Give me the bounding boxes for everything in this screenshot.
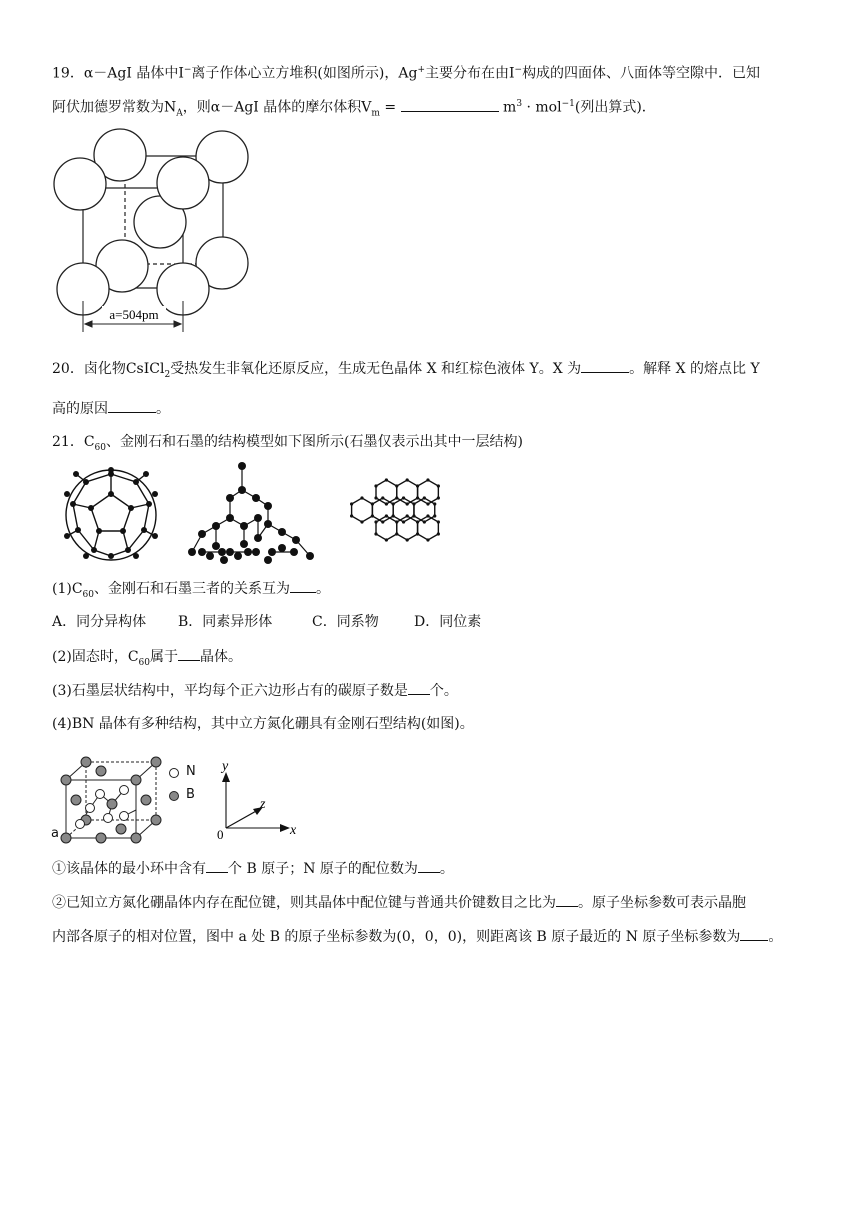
carbon-atom [350,502,353,505]
carbon-atom [374,484,377,487]
bn-unit-cell-figure [50,752,164,844]
question-number: 20． [52,361,84,377]
carbon-atom [360,496,363,499]
carbon-atom [385,502,388,505]
carbon-atom [437,532,440,535]
carbon-atom [426,502,429,505]
carbon-atom [426,538,429,541]
diamond-structure-figure [182,460,322,566]
carbon-atom [385,514,388,517]
carbon-atom [426,478,429,481]
carbon-atom [406,478,409,481]
carbon-atom [392,514,395,517]
carbon-atom [395,496,398,499]
answer-blank[interactable] [290,578,316,593]
option-a[interactable]: A．同分异构体 [52,614,147,630]
y-axis-label: y [222,759,229,774]
legend-b-label: B [186,787,195,802]
lattice-constant-label: a=504pm [109,307,159,322]
answer-blank[interactable] [418,858,440,873]
answer-blank[interactable] [206,858,228,873]
carbon-atom [437,496,440,499]
carbon-atom [402,496,405,499]
answer-blank[interactable] [108,398,156,413]
answer-blank[interactable] [556,892,578,907]
option-b[interactable]: B．同素异形体 [178,614,273,630]
legend-b-marker [168,790,180,802]
carbon-atom [395,484,398,487]
answer-blank[interactable] [408,680,430,695]
carbon-atom [374,532,377,535]
x-axis-label: x [290,823,297,838]
carbon-atom [433,514,436,517]
q20-line2: 高的原因 。 [52,398,170,419]
graphite-hexagon [352,498,373,522]
option-d[interactable]: D．同位素 [414,614,482,630]
z-axis-label: z [260,797,266,812]
q21-options [52,612,481,632]
q19-line2: 阿伏加德罗常数为$N_A$，则α－AgI 晶体的摩尔体积$V_m = m^3 \cdot mol^{-1}$(列出算式)． [52,94,656,123]
carbon-atom [406,502,409,505]
carbon-atom [406,514,409,517]
legend-n-marker [168,767,180,779]
carbon-atom [437,484,440,487]
answer-blank[interactable] [178,646,200,661]
q21-part2: (2)固态时，$C_{60}$属于 晶体。 [52,646,242,673]
q21-sub3: 内部各原子的相对位置，图中 a 处 B 的原子坐标参数为(0，0，0)，则距离该 B 原子最近的 N 原子坐标参数为 。 [52,926,782,947]
q20-line1: 20．卤化物CsICl$_2$受热发生非氧化还原反应，生成无色晶体 X 和红棕色液体 Y。X 为 。解释 X 的熔点比 Y [52,358,760,385]
carbon-atom [406,538,409,541]
option-c[interactable]: C．同系物 [312,614,379,630]
q21-sub2: ②已知立方氮化硼晶体内存在配位键，则其晶体中配位键与普通共价键数目之比为 。原子坐标参数可表示晶胞 [52,892,746,913]
carbon-atom [416,532,419,535]
carbon-atom [395,532,398,535]
q21-part4: (4)BN 晶体有多种结构，其中立方氮化硼具有金刚石型结构(如图)。 [52,716,474,732]
carbon-atom [385,538,388,541]
carbon-atom [385,478,388,481]
q19-line1: 19．α－AgI 晶体中I−离子作体心立方堆积(如图所示)，Ag+主要分布在由I−构成的四面体、八面体等空隙中．已知 [52,65,761,82]
carbon-atom [395,520,398,523]
carbon-atom [381,496,384,499]
q21-sub1: ①该晶体的最小环中含有 个 B 原子；N 原子的配位数为 。 [52,858,454,879]
carbon-atom [371,514,374,517]
answer-blank[interactable] [740,926,768,941]
q21-intro: 21．$C_{60}$、金刚石和石墨的结构模型如下图所示(石墨仅表示出其中一层结构) [52,434,523,453]
c60-fullerene-figure [56,464,166,566]
q21-part3: (3)石墨层状结构中，平均每个正六边形占有的碳原子数是 个。 [52,680,458,701]
coordinate-axes-figure [212,758,308,842]
answer-blank[interactable] [581,358,629,373]
carbon-atom [350,514,353,517]
question-number: 21． [52,434,84,450]
carbon-atom [423,496,426,499]
q21-part1: $(1)C_{60}$、金刚石和石墨三者的关系互为 。 [52,578,330,605]
question-number: 19． [52,65,84,82]
carbon-atom [416,484,419,487]
carbon-atom [412,514,415,517]
carbon-atom [437,520,440,523]
corner-a-label: a [51,826,59,841]
carbon-atom [402,520,405,523]
carbon-atom [374,496,377,499]
bcc-unit-cell-figure [50,126,255,338]
carbon-atom [392,502,395,505]
carbon-atom [381,520,384,523]
carbon-atom [426,514,429,517]
carbon-atom [374,520,377,523]
origin-label: 0 [217,827,224,842]
carbon-atom [360,520,363,523]
legend-n-label: N [186,764,196,779]
carbon-atom [416,520,419,523]
carbon-atom [412,502,415,505]
graphite-layer-figure [340,464,452,564]
carbon-atom [416,496,419,499]
carbon-atom [433,502,436,505]
carbon-atom [423,520,426,523]
answer-blank[interactable] [401,97,499,112]
carbon-atom [371,502,374,505]
